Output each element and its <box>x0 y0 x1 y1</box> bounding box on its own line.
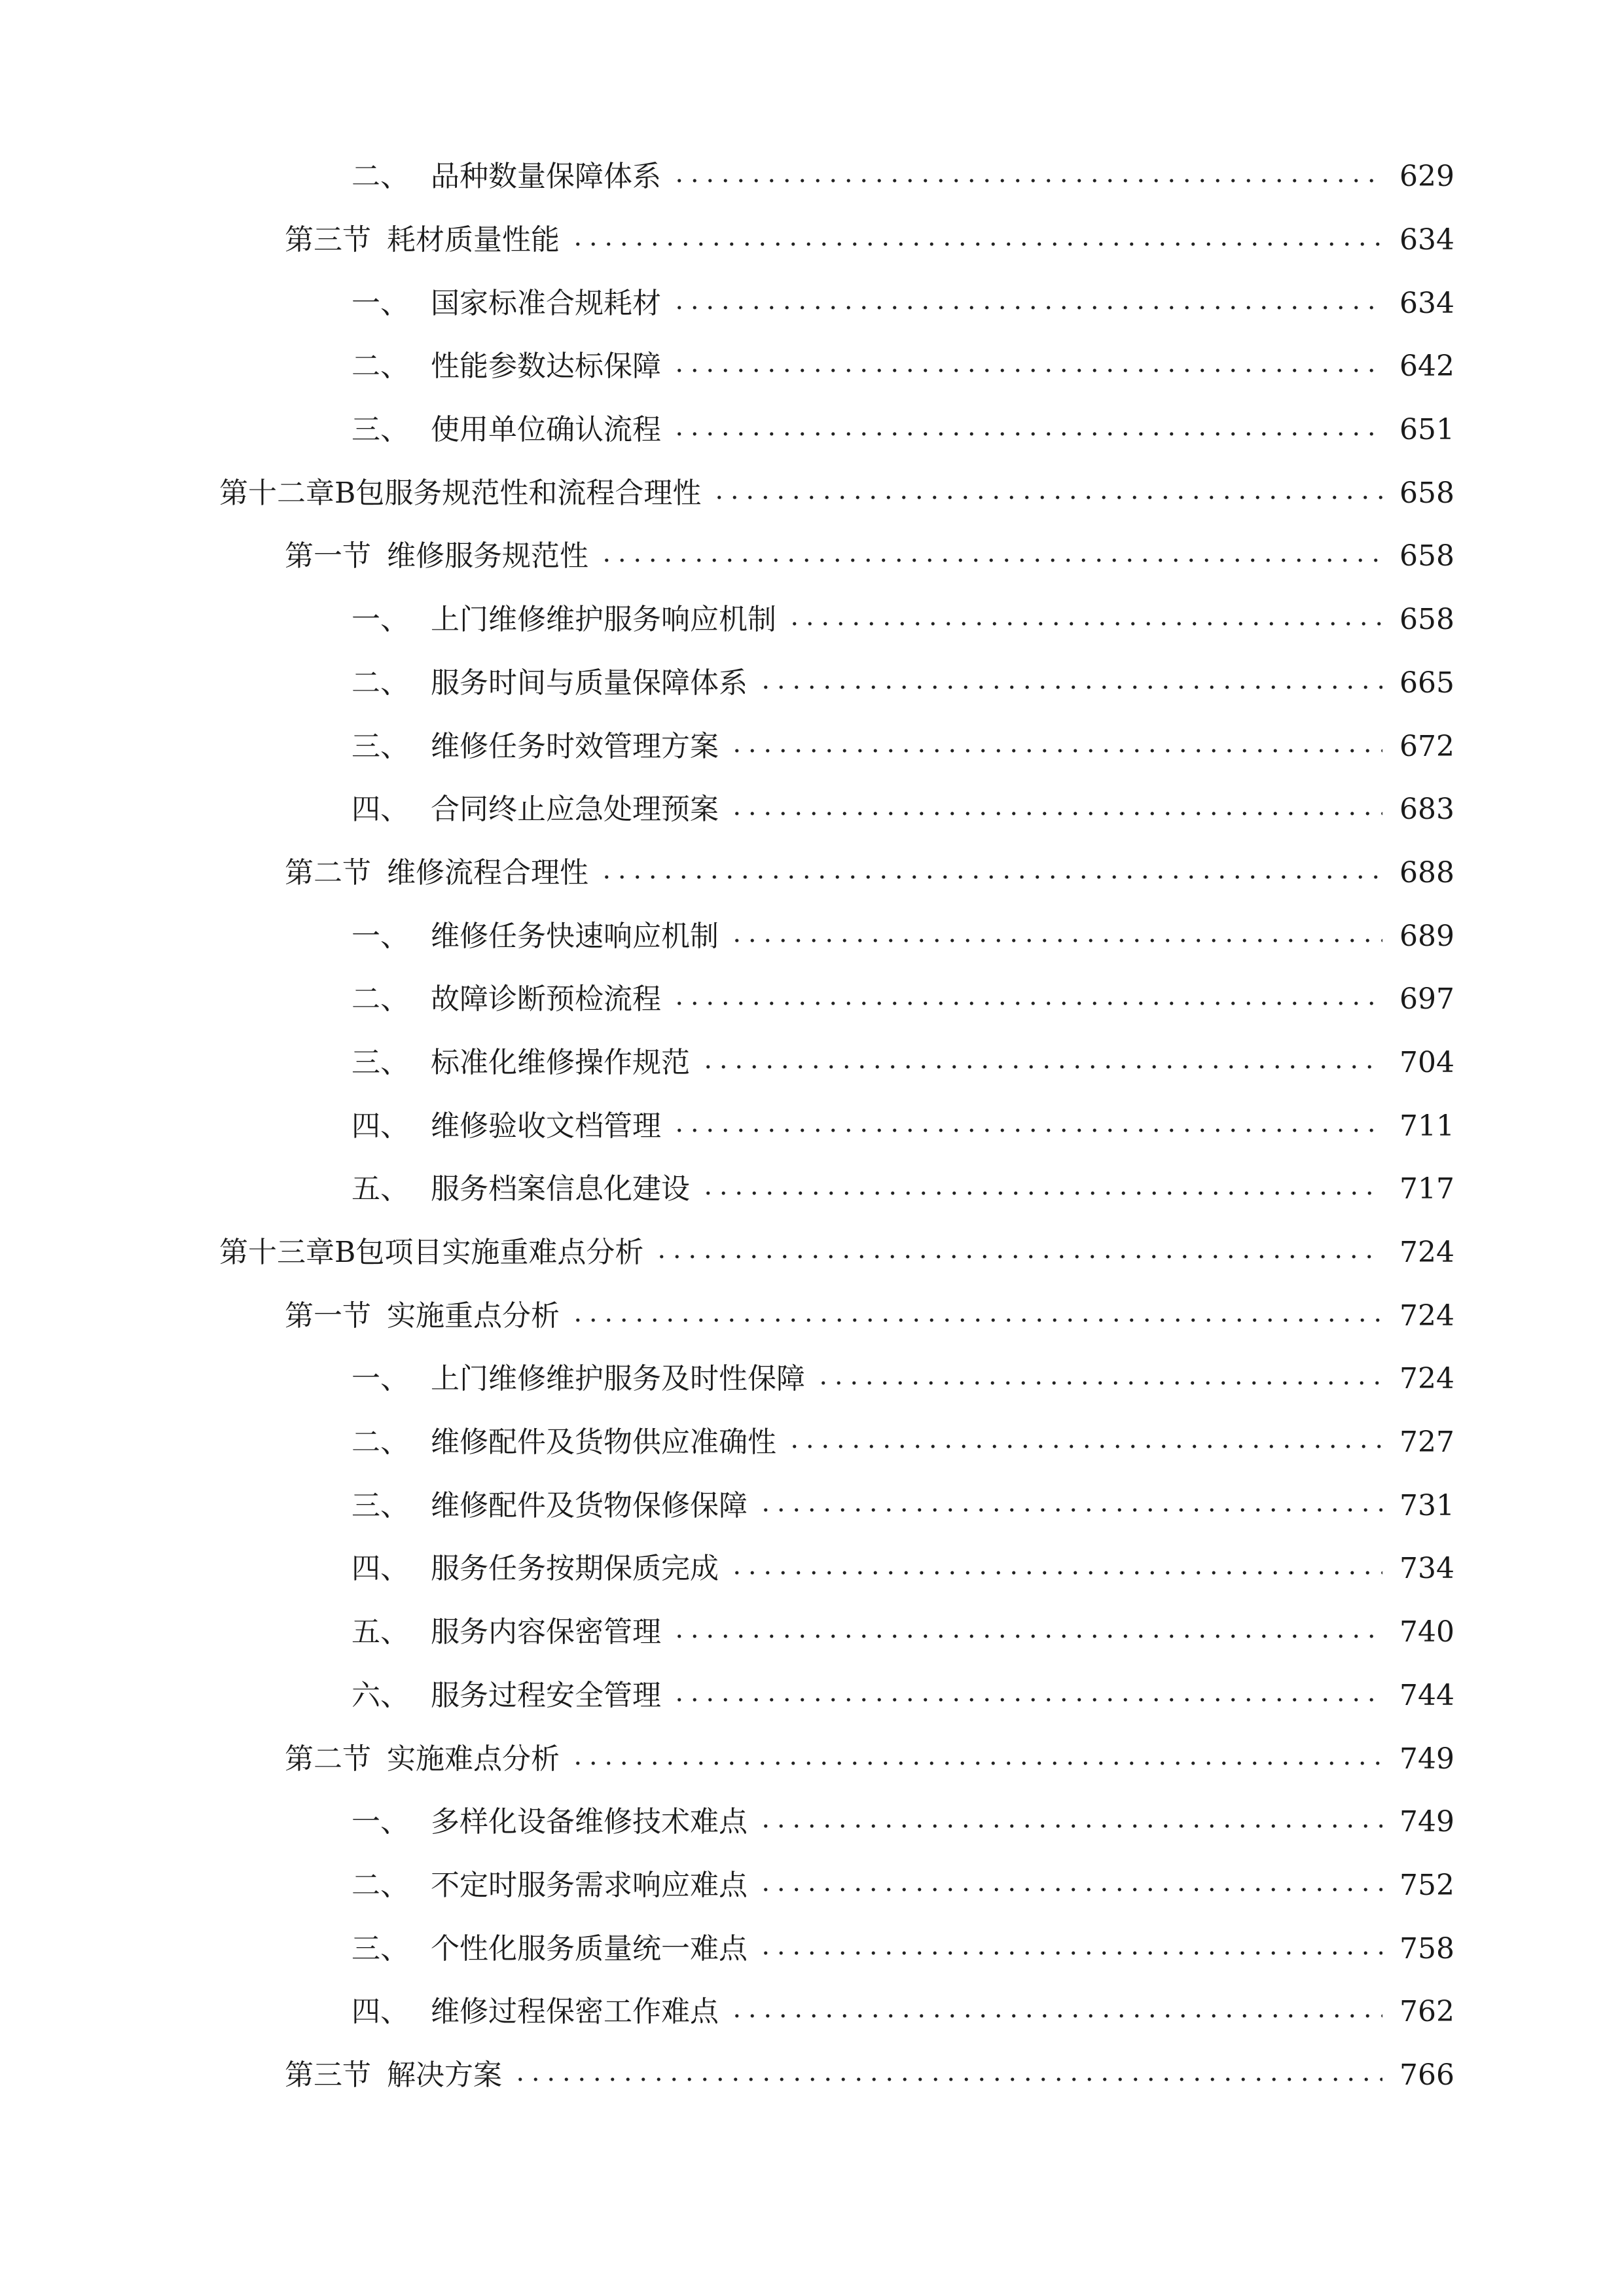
toc-entry-number: 第一节 <box>285 539 371 573</box>
toc-entry-title: 实施重点分析 <box>387 1299 560 1333</box>
dot-leader <box>700 1191 1382 1195</box>
toc-page-number: 731 <box>1399 1488 1454 1522</box>
toc-entry-item[interactable] <box>0 1854 1454 1918</box>
toc-entry-title: 维修服务规范性 <box>387 539 588 573</box>
toc-entry-item[interactable] <box>0 588 1454 652</box>
dot-leader <box>672 1001 1382 1005</box>
toc-entry-title: 性能参数达标保障 <box>431 350 661 384</box>
toc-entry-number: 四、 <box>352 1995 409 2029</box>
toc-page-number: 711 <box>1399 1109 1454 1143</box>
toc-entry-item[interactable] <box>0 1917 1454 1981</box>
toc-entry-item[interactable] <box>0 1158 1454 1221</box>
toc-entry-item[interactable] <box>0 652 1454 715</box>
dot-leader <box>758 1824 1382 1828</box>
toc-entry-number: 三、 <box>352 413 409 447</box>
toc-page-number: 766 <box>1399 2058 1454 2092</box>
toc-page-number: 724 <box>1399 1362 1454 1396</box>
toc-page-number: 658 <box>1399 603 1454 637</box>
toc-entry-number: 二、 <box>352 1426 409 1460</box>
toc-page-number: 762 <box>1399 1995 1454 2029</box>
toc-entry-title: 维修过程保密工作难点 <box>431 1995 719 2029</box>
dot-leader <box>816 1381 1382 1385</box>
toc-entry-item[interactable] <box>0 1664 1454 1728</box>
toc-entry-number: 三、 <box>352 1931 409 1965</box>
toc-entry-item[interactable] <box>0 145 1454 209</box>
toc-page-number: 672 <box>1399 729 1454 763</box>
toc-entry-section[interactable] <box>0 2044 1454 2108</box>
toc-entry-number: 五、 <box>352 1615 409 1649</box>
toc-entry-number: 一、 <box>352 919 409 953</box>
toc-entry-number: 二、 <box>352 160 409 194</box>
toc-entry-title: 上门维修维护服务及时性保障 <box>431 1362 805 1396</box>
toc-page-number: 634 <box>1399 286 1454 320</box>
dot-leader <box>672 306 1382 310</box>
toc-page-number: 717 <box>1399 1172 1454 1206</box>
toc-page-number: 724 <box>1399 1236 1454 1270</box>
toc-entry-item[interactable] <box>0 1537 1454 1601</box>
toc-page-number: 634 <box>1399 223 1454 257</box>
toc-entry-title: 故障诊断预检流程 <box>431 982 661 1016</box>
toc-page-number: 629 <box>1399 160 1454 194</box>
dot-leader <box>654 1255 1382 1259</box>
toc-page-number: 744 <box>1399 1678 1454 1712</box>
toc-page-number: 665 <box>1399 666 1454 700</box>
dot-leader <box>672 432 1382 436</box>
toc-page-number: 689 <box>1399 919 1454 953</box>
toc-entry-number: 四、 <box>352 1109 409 1143</box>
toc-page-number: 740 <box>1399 1615 1454 1649</box>
dot-leader <box>672 368 1382 372</box>
toc-page-number: 683 <box>1399 793 1454 827</box>
toc-entry-title: 服务任务按期保质完成 <box>431 1552 719 1586</box>
dot-leader <box>599 875 1382 879</box>
toc-entry-number: 二、 <box>352 1868 409 1902</box>
dot-leader <box>599 558 1382 562</box>
toc-entry-section[interactable] <box>0 525 1454 588</box>
dot-leader <box>700 1065 1382 1069</box>
toc-entry-title: 品种数量保障体系 <box>431 160 661 194</box>
toc-entry-number: 一、 <box>352 1362 409 1396</box>
toc-page-number: 697 <box>1399 982 1454 1016</box>
toc-entry-item[interactable] <box>0 968 1454 1031</box>
dot-leader <box>758 1508 1382 1512</box>
toc-page-number: 724 <box>1399 1299 1454 1333</box>
toc-entry-item[interactable] <box>0 1791 1454 1854</box>
toc-entry-title: 维修验收文档管理 <box>431 1109 661 1143</box>
toc-entry-item[interactable] <box>0 335 1454 399</box>
table-of-contents <box>0 145 1624 2107</box>
toc-entry-number: 三、 <box>352 1045 409 1079</box>
toc-entry-item[interactable] <box>0 1474 1454 1537</box>
dot-leader <box>712 495 1382 499</box>
toc-entry-title: 维修配件及货物供应准确性 <box>431 1426 776 1460</box>
toc-entry-title: B包服务规范性和流程合理性 <box>334 476 702 510</box>
toc-page-number: 734 <box>1399 1552 1454 1586</box>
toc-page-number: 658 <box>1399 476 1454 510</box>
toc-entry-number: 一、 <box>352 1805 409 1839</box>
toc-entry-chapter[interactable] <box>0 1221 1454 1285</box>
toc-entry-number: 四、 <box>352 793 409 827</box>
toc-entry-title: 维修配件及货物保修保障 <box>431 1488 748 1522</box>
toc-page-number: 651 <box>1399 413 1454 447</box>
toc-entry-item[interactable] <box>0 1411 1454 1475</box>
toc-entry-item[interactable] <box>0 1348 1454 1411</box>
toc-entry-title: 耗材质量性能 <box>387 223 560 257</box>
toc-entry-number: 四、 <box>352 1552 409 1586</box>
toc-entry-title: 标准化维修操作规范 <box>431 1045 690 1079</box>
toc-entry-number: 二、 <box>352 666 409 700</box>
toc-entry-title: 使用单位确认流程 <box>431 413 661 447</box>
dot-leader <box>672 179 1382 183</box>
dot-leader <box>729 939 1382 942</box>
toc-entry-title: 国家标准合规耗材 <box>431 286 661 320</box>
toc-entry-item[interactable] <box>0 1601 1454 1664</box>
dot-leader <box>729 812 1382 816</box>
toc-page-number: 752 <box>1399 1868 1454 1902</box>
toc-entry-item[interactable] <box>0 272 1454 335</box>
toc-page-number: 749 <box>1399 1742 1454 1776</box>
toc-page-number: 758 <box>1399 1931 1454 1965</box>
toc-entry-item[interactable] <box>0 399 1454 462</box>
toc-entry-title: 维修流程合理性 <box>387 855 588 889</box>
toc-entry-title: 多样化设备维修技术难点 <box>431 1805 748 1839</box>
toc-entry-title: B包项目实施重难点分析 <box>334 1236 644 1270</box>
toc-entry-item[interactable] <box>0 715 1454 778</box>
toc-entry-title: 维修任务快速响应机制 <box>431 919 719 953</box>
toc-entry-number: 一、 <box>352 603 409 637</box>
toc-entry-title: 不定时服务需求响应难点 <box>431 1868 748 1902</box>
toc-entry-number: 一、 <box>352 286 409 320</box>
dot-leader <box>787 1444 1382 1448</box>
dot-leader <box>570 1761 1382 1765</box>
toc-entry-title: 服务档案信息化建设 <box>431 1172 690 1206</box>
toc-page-number: 727 <box>1399 1426 1454 1460</box>
toc-entry-section[interactable] <box>0 209 1454 272</box>
dot-leader <box>513 2077 1382 2081</box>
toc-entry-title: 合同终止应急处理预案 <box>431 793 719 827</box>
dot-leader <box>672 1634 1382 1638</box>
toc-page-number: 688 <box>1399 855 1454 889</box>
dot-leader <box>570 1318 1382 1322</box>
toc-entry-section[interactable] <box>0 1727 1454 1791</box>
toc-entry-number: 三、 <box>352 729 409 763</box>
dot-leader <box>729 1571 1382 1575</box>
toc-entry-number: 第三节 <box>285 2058 371 2092</box>
toc-page-number: 658 <box>1399 539 1454 573</box>
toc-entry-number: 第十二章 <box>219 476 334 510</box>
toc-page-number: 749 <box>1399 1805 1454 1839</box>
toc-entry-title: 解决方案 <box>387 2058 502 2092</box>
dot-leader <box>787 622 1382 626</box>
toc-page-number: 642 <box>1399 350 1454 384</box>
dot-leader <box>758 685 1382 689</box>
dot-leader <box>758 1951 1382 1955</box>
toc-entry-number: 第三节 <box>285 223 371 257</box>
toc-entry-title: 维修任务时效管理方案 <box>431 729 719 763</box>
toc-entry-title: 服务时间与质量保障体系 <box>431 666 748 700</box>
dot-leader <box>672 1128 1382 1132</box>
toc-entry-title: 服务过程安全管理 <box>431 1678 661 1712</box>
toc-entry-section[interactable] <box>0 1284 1454 1348</box>
toc-entry-title: 上门维修维护服务响应机制 <box>431 603 776 637</box>
toc-entry-number: 第十三章 <box>219 1236 334 1270</box>
toc-entry-number: 六、 <box>352 1678 409 1712</box>
dot-leader <box>758 1888 1382 1892</box>
toc-entry-item[interactable] <box>0 1981 1454 2044</box>
toc-entry-title: 实施难点分析 <box>387 1742 560 1776</box>
toc-entry-item[interactable] <box>0 778 1454 842</box>
toc-entry-number: 第一节 <box>285 1299 371 1333</box>
dot-leader <box>729 2014 1382 2018</box>
dot-leader <box>672 1698 1382 1702</box>
toc-entry-section[interactable] <box>0 842 1454 905</box>
toc-page-number: 704 <box>1399 1045 1454 1079</box>
toc-entry-number: 第二节 <box>285 1742 371 1776</box>
dot-leader <box>729 749 1382 753</box>
toc-entry-number: 三、 <box>352 1488 409 1522</box>
toc-entry-chapter[interactable] <box>0 461 1454 525</box>
toc-entry-number: 二、 <box>352 982 409 1016</box>
dot-leader <box>570 242 1382 246</box>
toc-entry-number: 五、 <box>352 1172 409 1206</box>
toc-entry-item[interactable] <box>0 1094 1454 1158</box>
toc-entry-title: 服务内容保密管理 <box>431 1615 661 1649</box>
toc-entry-item[interactable] <box>0 1031 1454 1095</box>
toc-entry-number: 二、 <box>352 350 409 384</box>
toc-entry-item[interactable] <box>0 905 1454 968</box>
toc-entry-number: 第二节 <box>285 855 371 889</box>
toc-entry-title: 个性化服务质量统一难点 <box>431 1931 748 1965</box>
